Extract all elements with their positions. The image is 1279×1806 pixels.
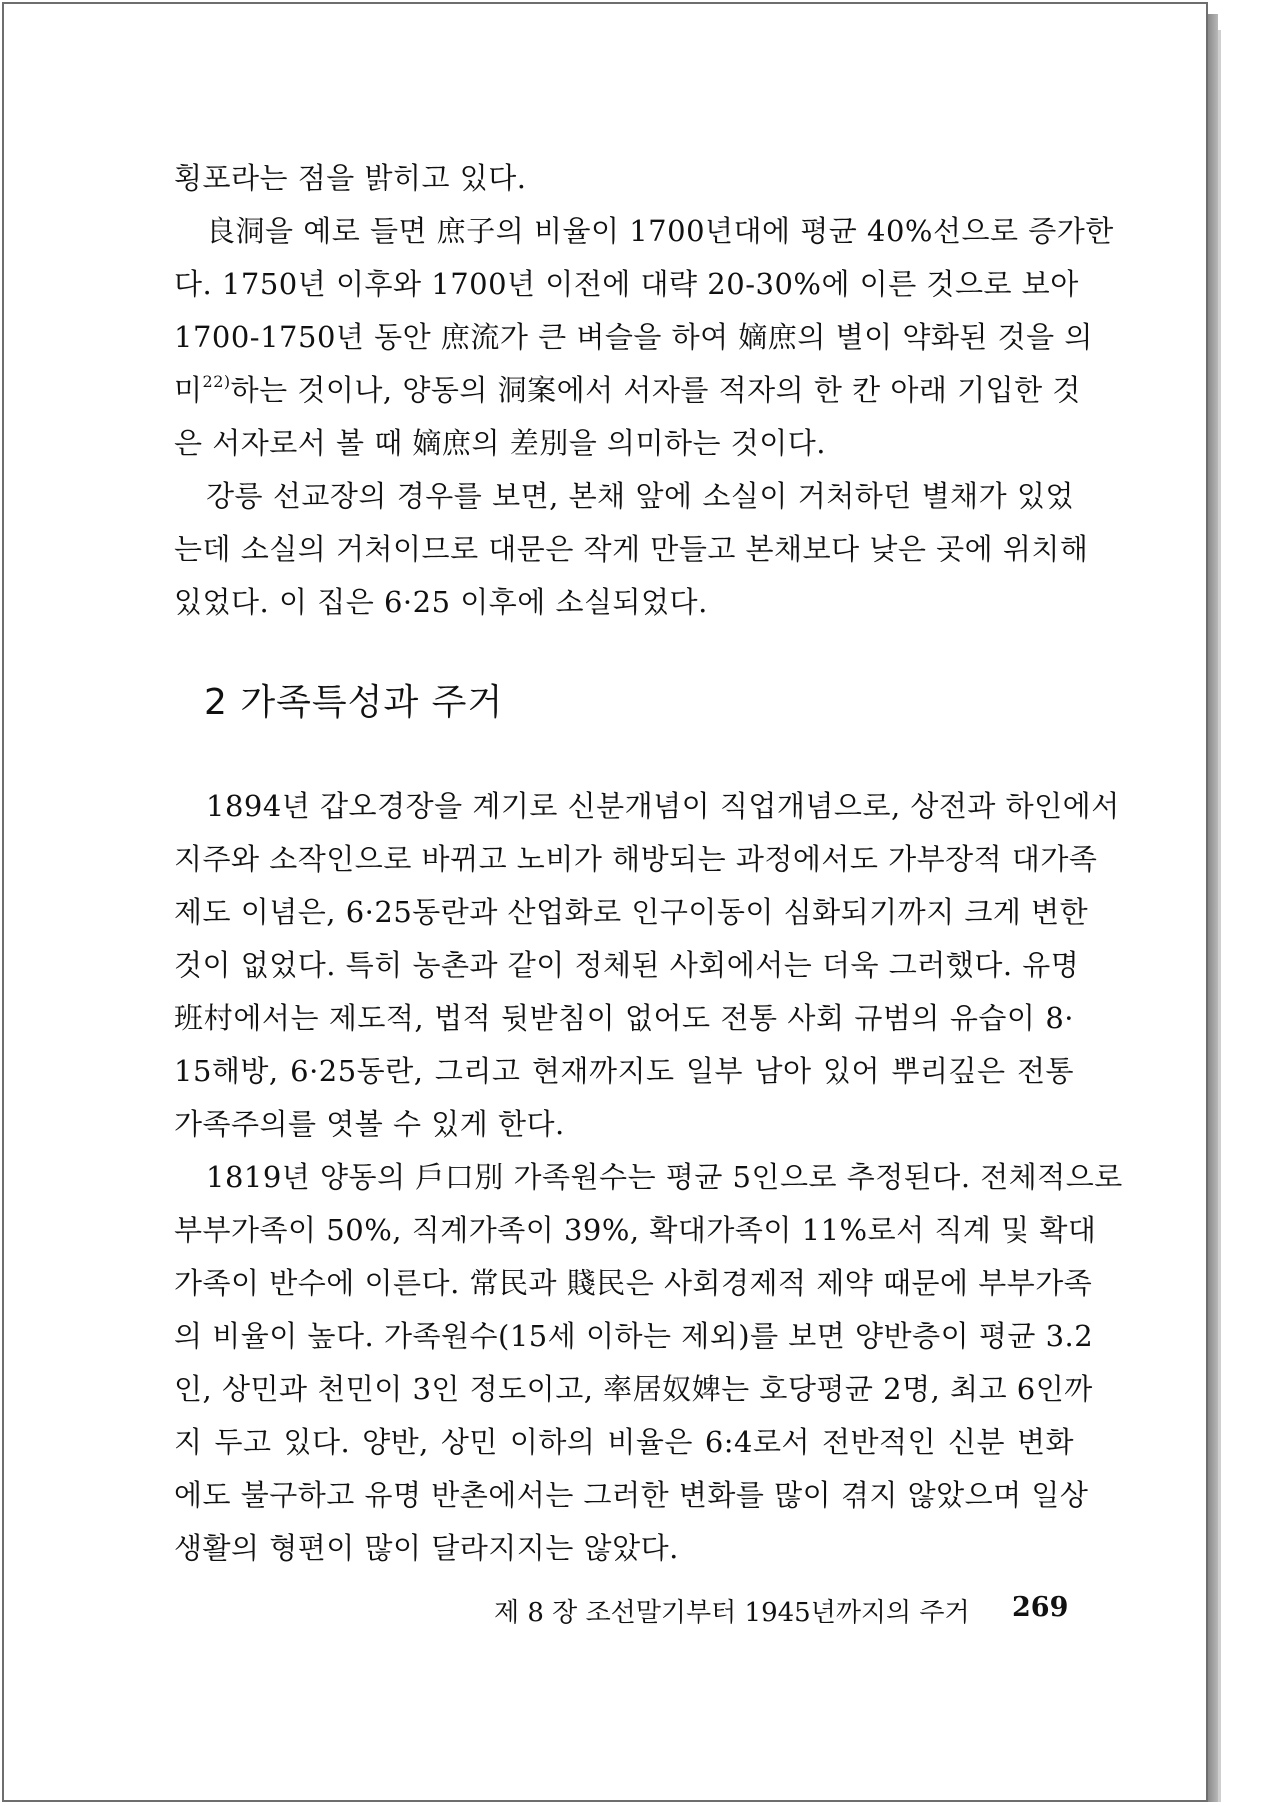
text-line: 것이 없었다. 특히 농촌과 같이 정체된 사회에서는 더욱 그러했다. 유명 <box>174 948 1080 982</box>
text-line: 횡포라는 점을 밝히고 있다. <box>174 161 527 195</box>
text-line: 있었다. 이 집은 6·25 이후에 소실되었다. <box>174 585 708 619</box>
text-line: 인, 상민과 천민이 3인 정도이고, 率居奴婢는 호당평균 2명, 최고 6인까 <box>174 1372 1093 1406</box>
running-footer: 제 8 장 조선말기부터 1945년까지의 주거 <box>494 1598 970 1628</box>
text-line: 가족주의를 엿볼 수 있게 한다. <box>174 1107 565 1141</box>
text-line: 은 서자로서 볼 때 嫡庶의 差別을 의미하는 것이다. <box>174 426 826 460</box>
text-line: 의 비율이 높다. 가족원수(15세 이하는 제외)를 보면 양반층이 평균 3.2 <box>174 1319 1094 1353</box>
text-fragment: 하는 것이나, 양동의 洞案에서 서자를 적자의 한 칸 아래 기입한 것 <box>230 373 1081 407</box>
page-edge-shadow <box>1208 14 1218 1802</box>
text-line: 강릉 선교장의 경우를 보면, 본채 앞에 소실이 거처하던 별채가 있었 <box>206 479 1074 513</box>
text-line: 1894년 갑오경장을 계기로 신분개념이 직업개념으로, 상전과 하인에서 <box>206 789 1120 823</box>
footnote-ref: 22) <box>202 372 231 391</box>
text-line: 부부가족이 50%, 직계가족이 39%, 확대가족이 11%로서 직계 및 확대 <box>174 1213 1097 1247</box>
text-line: 1700-1750년 동안 庶流가 큰 벼슬을 하여 嫡庶의 별이 약화된 것을 의 <box>174 320 1093 354</box>
paragraph-block-1 <box>174 152 1114 629</box>
text-line: 에도 불구하고 유명 반촌에서는 그러한 변화를 많이 겪지 않았으며 일상 <box>174 1478 1089 1512</box>
text-line: 는데 소실의 거처이므로 대문은 작게 만들고 본채보다 낮은 곳에 위치해 <box>174 532 1089 566</box>
text-line: 良洞을 예로 들면 庶子의 비율이 1700년대에 평균 40%선으로 증가한 <box>206 214 1114 248</box>
book-page <box>2 2 1208 1802</box>
text-line: 제도 이념은, 6·25동란과 산업화로 인구이동이 심화되기까지 크게 변한 <box>174 895 1089 929</box>
page-number: 269 <box>1012 1592 1069 1623</box>
text-line-with-footnote <box>174 364 1081 417</box>
text-line: 가족이 반수에 이른다. 常民과 賤民은 사회경제적 제약 때문에 부부가족 <box>174 1266 1093 1300</box>
text-line: 지 두고 있다. 양반, 상민 이하의 비율은 6:4로서 전반적인 신분 변화 <box>174 1425 1074 1459</box>
text-line: 15해방, 6·25동란, 그리고 현재까지도 일부 남아 있어 뿌리깊은 전통 <box>174 1054 1074 1088</box>
text-line: 생활의 형편이 많이 달라지지는 않았다. <box>174 1531 679 1565</box>
paragraph-block-2 <box>174 780 1123 1575</box>
section-heading: 2 가족특성과 주거 <box>204 682 504 723</box>
text-fragment: 미 <box>174 373 203 407</box>
text-line: 1819년 양동의 戶口別 가족원수는 평균 5인으로 추정된다. 전체적으로 <box>206 1160 1123 1194</box>
text-line: 지주와 소작인으로 바뀌고 노비가 해방되는 과정에서도 가부장적 대가족 <box>174 842 1098 876</box>
text-line: 다. 1750년 이후와 1700년 이전에 대략 20-30%에 이른 것으로 보아 <box>174 267 1079 301</box>
text-line: 班村에서는 제도적, 법적 뒷받침이 없어도 전통 사회 규범의 유습이 8· <box>174 1001 1074 1035</box>
page-edge-shadow <box>1218 30 1221 1802</box>
